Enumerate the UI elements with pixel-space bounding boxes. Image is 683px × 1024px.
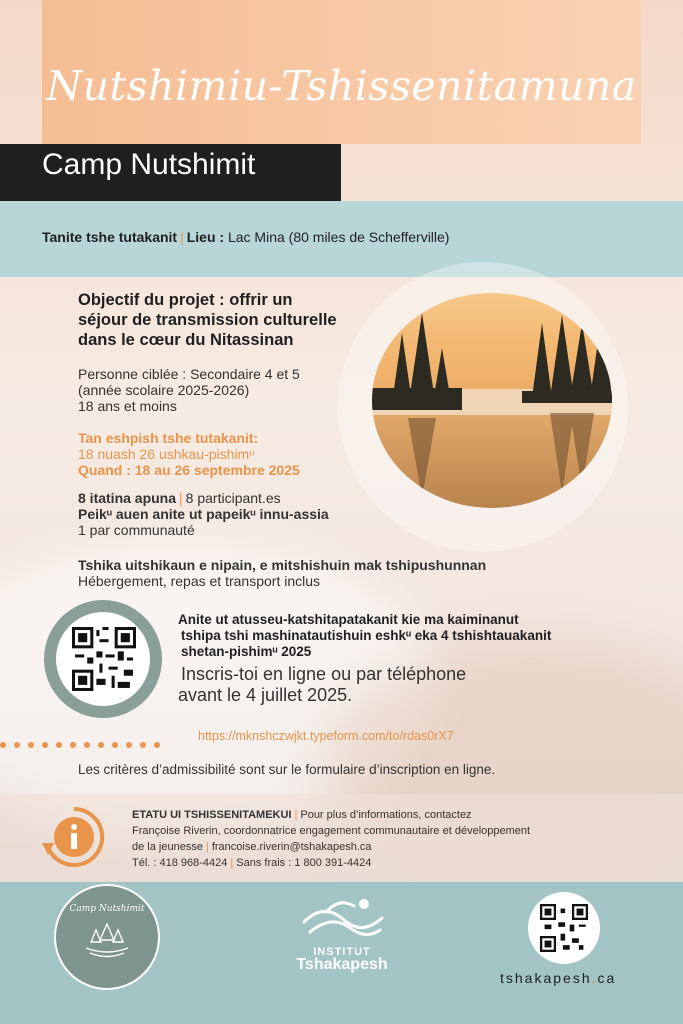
target-block bbox=[78, 366, 300, 414]
contact-phone: Tél. : 418 968-4424 bbox=[132, 857, 228, 869]
camp-logo-text: Camp Nutshimit bbox=[69, 904, 145, 914]
camp-logo bbox=[54, 884, 160, 990]
qr-code-icon[interactable] bbox=[72, 627, 136, 691]
contact-role: de la jeunesse bbox=[132, 841, 203, 853]
register-fr-line: avant le 4 juillet 2025. bbox=[178, 685, 353, 705]
website-name: tshakapesh bbox=[500, 970, 592, 986]
participants-block: 8 itatina apuna | 8 participant.es Peikᵘ auen anite ut papeikᵘ innu-assia 1 par communauté bbox=[78, 490, 329, 538]
location-innu: Tanite tshe tutakanit bbox=[42, 229, 178, 245]
bird-logo-icon bbox=[284, 892, 400, 940]
contact-text: ETATU UI TSHISSENITAMEKUI | Pour plus d’informations, contactez Françoise Riverin, coordonnatrice engagement communautaire et développement de la jeunesse | francoise.riverin@tshakapesh.ca Tél. : 418 968-4424 | Sans frais : 1 800 391-4424 bbox=[132, 807, 632, 871]
poster-title: Nutshimiu-Tshissenitamuna bbox=[46, 62, 637, 110]
included-block bbox=[78, 557, 486, 589]
location-line: Tanite tshe tutakanit | Lieu : Lac Mina (80 miles de Schefferville) bbox=[42, 229, 450, 245]
location-value: Lac Mina (80 miles de Schefferville) bbox=[227, 229, 450, 245]
lake-photo bbox=[372, 293, 612, 508]
dates-innu: 18 nuash 26 ushkau-pishimᵘ bbox=[78, 446, 255, 462]
tree-logo-icon bbox=[56, 886, 158, 988]
contact-heading: ETATU UI TSHISSENITAMEKUI bbox=[132, 809, 292, 821]
objective-text: Objectif du projet : offrir un séjour de transmission culturelle dans le cœur du Nitassinan bbox=[78, 291, 337, 349]
website-dot: . bbox=[591, 970, 598, 986]
criteria-text: Les critères d’admissibilité sont sur le formulaire d’inscription en ligne. bbox=[78, 762, 496, 777]
contact-intro: Pour plus d’informations, contactez bbox=[300, 809, 472, 821]
registration-link[interactable]: https://mknshczwjkt.typeform.com/to/rdas0rX7 bbox=[198, 729, 454, 743]
participants-line: Peikᵘ auen anite ut papeikᵘ innu-assia bbox=[78, 506, 329, 522]
contact-tollfree: Sans frais : 1 800 391-4424 bbox=[236, 857, 372, 869]
camp-name: Camp Nutshimit bbox=[42, 148, 256, 181]
included-fr: Hébergement, repas et transport inclus bbox=[78, 573, 321, 589]
register-fr-line: Inscris-toi en ligne ou par téléphone bbox=[181, 664, 467, 684]
target-line: (année scolaire 2025-2026) bbox=[78, 382, 250, 398]
register-innu-line: tshipa tshi mashinatautishuin eshkᵘ eka 4 tshishtauakanit bbox=[181, 628, 552, 643]
institut-logo bbox=[284, 892, 400, 974]
website-tld: ca bbox=[597, 970, 617, 986]
dates-fr: Quand : 18 au 26 septembre 2025 bbox=[78, 462, 300, 478]
info-icon bbox=[40, 803, 108, 871]
participants-innu: 8 itatina apuna bbox=[78, 490, 177, 506]
institut-label: INSTITUT bbox=[313, 946, 371, 958]
dates-heading: Tan eshpish tshe tutakanit: bbox=[78, 430, 259, 446]
website[interactable] bbox=[500, 970, 616, 986]
institut-name: Tshakapesh bbox=[296, 956, 388, 973]
register-innu-line: Anite ut atusseu-katshitapatakanit kie ma kaiminanut bbox=[178, 612, 519, 627]
participants-fr: 8 participant.es bbox=[185, 490, 281, 506]
target-line: 18 ans et moins bbox=[78, 398, 177, 414]
contact-email[interactable]: francoise.riverin@tshakapesh.ca bbox=[211, 841, 372, 853]
register-fr bbox=[178, 664, 466, 706]
location-label: Lieu : bbox=[186, 229, 225, 245]
target-line: Personne ciblée : Secondaire 4 et 5 bbox=[78, 366, 300, 382]
participants-line: 1 par communauté bbox=[78, 522, 195, 538]
register-innu-line: shetan-pishimᵘ 2025 bbox=[181, 644, 312, 659]
dotted-line bbox=[0, 733, 168, 752]
title-banner bbox=[42, 0, 641, 144]
dates-block bbox=[78, 430, 300, 478]
contact-person: Françoise Riverin, coordonnatrice engagement communautaire et développement bbox=[132, 825, 531, 837]
qr-code-icon[interactable] bbox=[540, 904, 588, 952]
register-innu bbox=[178, 612, 618, 660]
included-innu: Tshika uitshikaun e nipain, e mitshishuin mak tshipushunnan bbox=[78, 557, 487, 573]
